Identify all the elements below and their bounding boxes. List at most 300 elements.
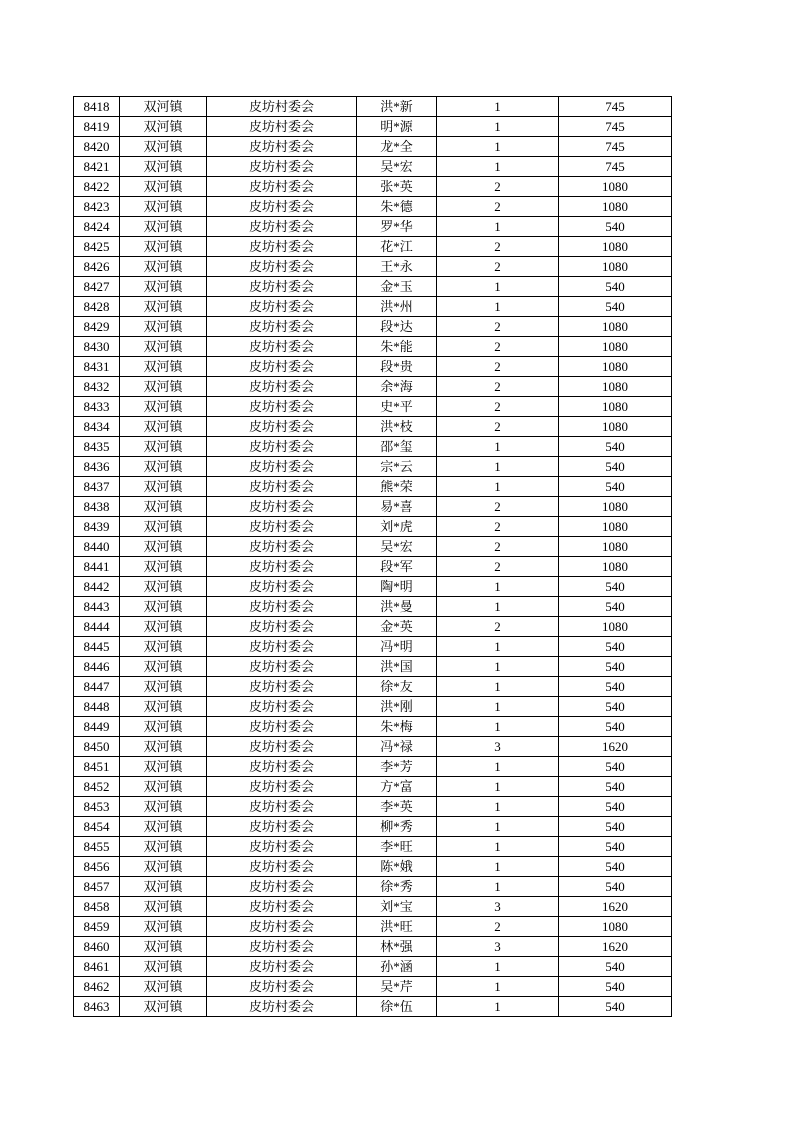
- village-cell: 皮坊村委会: [207, 197, 357, 217]
- town-cell: 双河镇: [120, 757, 207, 777]
- town-cell: 双河镇: [120, 357, 207, 377]
- table-row: [74, 837, 672, 857]
- table-row: [74, 117, 672, 137]
- table-row: [74, 557, 672, 577]
- name-cell: 洪*新: [357, 97, 437, 117]
- row-id-cell: 8427: [74, 277, 120, 297]
- amount-cell: 540: [559, 697, 672, 717]
- count-cell: 1: [437, 797, 559, 817]
- name-cell: 洪*国: [357, 657, 437, 677]
- amount-cell: 1080: [559, 177, 672, 197]
- row-id-cell: 8454: [74, 817, 120, 837]
- row-id-cell: 8429: [74, 317, 120, 337]
- amount-cell: 1080: [559, 237, 672, 257]
- table-row: [74, 97, 672, 117]
- row-id-cell: 8452: [74, 777, 120, 797]
- row-id-cell: 8447: [74, 677, 120, 697]
- village-cell: 皮坊村委会: [207, 477, 357, 497]
- amount-cell: 1620: [559, 737, 672, 757]
- table-row: [74, 977, 672, 997]
- count-cell: 1: [437, 777, 559, 797]
- name-cell: 徐*伍: [357, 997, 437, 1017]
- village-cell: 皮坊村委会: [207, 757, 357, 777]
- town-cell: 双河镇: [120, 537, 207, 557]
- count-cell: 1: [437, 757, 559, 777]
- row-id-cell: 8438: [74, 497, 120, 517]
- name-cell: 林*强: [357, 937, 437, 957]
- town-cell: 双河镇: [120, 417, 207, 437]
- village-cell: 皮坊村委会: [207, 277, 357, 297]
- count-cell: 2: [437, 177, 559, 197]
- amount-cell: 745: [559, 97, 672, 117]
- village-cell: 皮坊村委会: [207, 237, 357, 257]
- amount-cell: 540: [559, 597, 672, 617]
- village-cell: 皮坊村委会: [207, 917, 357, 937]
- town-cell: 双河镇: [120, 697, 207, 717]
- row-id-cell: 8418: [74, 97, 120, 117]
- name-cell: 洪*枝: [357, 417, 437, 437]
- name-cell: 洪*刚: [357, 697, 437, 717]
- row-id-cell: 8437: [74, 477, 120, 497]
- count-cell: 2: [437, 377, 559, 397]
- count-cell: 1: [437, 297, 559, 317]
- amount-cell: 1080: [559, 197, 672, 217]
- village-cell: 皮坊村委会: [207, 637, 357, 657]
- amount-cell: 540: [559, 437, 672, 457]
- amount-cell: 540: [559, 717, 672, 737]
- amount-cell: 745: [559, 137, 672, 157]
- village-cell: 皮坊村委会: [207, 177, 357, 197]
- name-cell: 李*芳: [357, 757, 437, 777]
- amount-cell: 540: [559, 877, 672, 897]
- village-cell: 皮坊村委会: [207, 557, 357, 577]
- table-row: [74, 777, 672, 797]
- village-cell: 皮坊村委会: [207, 497, 357, 517]
- row-id-cell: 8459: [74, 917, 120, 937]
- name-cell: 冯*明: [357, 637, 437, 657]
- row-id-cell: 8439: [74, 517, 120, 537]
- amount-cell: 540: [559, 677, 672, 697]
- row-id-cell: 8460: [74, 937, 120, 957]
- town-cell: 双河镇: [120, 97, 207, 117]
- amount-cell: 1080: [559, 497, 672, 517]
- village-cell: 皮坊村委会: [207, 737, 357, 757]
- village-cell: 皮坊村委会: [207, 697, 357, 717]
- table-row: [74, 217, 672, 237]
- amount-cell: 540: [559, 637, 672, 657]
- count-cell: 2: [437, 197, 559, 217]
- row-id-cell: 8422: [74, 177, 120, 197]
- town-cell: 双河镇: [120, 517, 207, 537]
- row-id-cell: 8453: [74, 797, 120, 817]
- amount-cell: 540: [559, 577, 672, 597]
- count-cell: 1: [437, 637, 559, 657]
- row-id-cell: 8446: [74, 657, 120, 677]
- count-cell: 2: [437, 537, 559, 557]
- row-id-cell: 8444: [74, 617, 120, 637]
- table-row: [74, 317, 672, 337]
- town-cell: 双河镇: [120, 257, 207, 277]
- village-cell: 皮坊村委会: [207, 817, 357, 837]
- name-cell: 刘*虎: [357, 517, 437, 537]
- town-cell: 双河镇: [120, 597, 207, 617]
- amount-cell: 540: [559, 977, 672, 997]
- table-row: [74, 237, 672, 257]
- town-cell: 双河镇: [120, 377, 207, 397]
- name-cell: 冯*禄: [357, 737, 437, 757]
- count-cell: 1: [437, 137, 559, 157]
- town-cell: 双河镇: [120, 777, 207, 797]
- town-cell: 双河镇: [120, 977, 207, 997]
- town-cell: 双河镇: [120, 477, 207, 497]
- name-cell: 段*军: [357, 557, 437, 577]
- count-cell: 1: [437, 97, 559, 117]
- row-id-cell: 8456: [74, 857, 120, 877]
- count-cell: 1: [437, 857, 559, 877]
- table-row: [74, 797, 672, 817]
- count-cell: 1: [437, 817, 559, 837]
- data-table: [73, 96, 672, 1017]
- count-cell: 2: [437, 257, 559, 277]
- name-cell: 罗*华: [357, 217, 437, 237]
- village-cell: 皮坊村委会: [207, 857, 357, 877]
- table-row: [74, 477, 672, 497]
- name-cell: 花*江: [357, 237, 437, 257]
- amount-cell: 1080: [559, 377, 672, 397]
- name-cell: 柳*秀: [357, 817, 437, 837]
- village-cell: 皮坊村委会: [207, 457, 357, 477]
- count-cell: 1: [437, 477, 559, 497]
- count-cell: 3: [437, 737, 559, 757]
- amount-cell: 1080: [559, 617, 672, 637]
- village-cell: 皮坊村委会: [207, 297, 357, 317]
- town-cell: 双河镇: [120, 177, 207, 197]
- village-cell: 皮坊村委会: [207, 517, 357, 537]
- amount-cell: 540: [559, 757, 672, 777]
- town-cell: 双河镇: [120, 677, 207, 697]
- town-cell: 双河镇: [120, 817, 207, 837]
- name-cell: 方*富: [357, 777, 437, 797]
- amount-cell: 1080: [559, 397, 672, 417]
- table-row: [74, 137, 672, 157]
- village-cell: 皮坊村委会: [207, 377, 357, 397]
- name-cell: 邵*玺: [357, 437, 437, 457]
- name-cell: 洪*曼: [357, 597, 437, 617]
- town-cell: 双河镇: [120, 397, 207, 417]
- village-cell: 皮坊村委会: [207, 977, 357, 997]
- table-row: [74, 997, 672, 1017]
- town-cell: 双河镇: [120, 237, 207, 257]
- town-cell: 双河镇: [120, 797, 207, 817]
- town-cell: 双河镇: [120, 277, 207, 297]
- table-row: [74, 817, 672, 837]
- village-cell: 皮坊村委会: [207, 897, 357, 917]
- amount-cell: 540: [559, 477, 672, 497]
- name-cell: 易*喜: [357, 497, 437, 517]
- name-cell: 陈*娥: [357, 857, 437, 877]
- count-cell: 1: [437, 717, 559, 737]
- amount-cell: 1080: [559, 357, 672, 377]
- town-cell: 双河镇: [120, 937, 207, 957]
- count-cell: 1: [437, 677, 559, 697]
- town-cell: 双河镇: [120, 157, 207, 177]
- name-cell: 朱*德: [357, 197, 437, 217]
- town-cell: 双河镇: [120, 217, 207, 237]
- village-cell: 皮坊村委会: [207, 257, 357, 277]
- row-id-cell: 8442: [74, 577, 120, 597]
- row-id-cell: 8449: [74, 717, 120, 737]
- town-cell: 双河镇: [120, 717, 207, 737]
- amount-cell: 1620: [559, 937, 672, 957]
- table-row: [74, 917, 672, 937]
- row-id-cell: 8435: [74, 437, 120, 457]
- village-cell: 皮坊村委会: [207, 97, 357, 117]
- table-row: [74, 677, 672, 697]
- table-row: [74, 617, 672, 637]
- table-row: [74, 177, 672, 197]
- row-id-cell: 8420: [74, 137, 120, 157]
- row-id-cell: 8433: [74, 397, 120, 417]
- count-cell: 1: [437, 997, 559, 1017]
- row-id-cell: 8443: [74, 597, 120, 617]
- town-cell: 双河镇: [120, 637, 207, 657]
- row-id-cell: 8430: [74, 337, 120, 357]
- table-row: [74, 357, 672, 377]
- amount-cell: 540: [559, 997, 672, 1017]
- count-cell: 1: [437, 217, 559, 237]
- row-id-cell: 8436: [74, 457, 120, 477]
- name-cell: 朱*能: [357, 337, 437, 357]
- row-id-cell: 8455: [74, 837, 120, 857]
- town-cell: 双河镇: [120, 857, 207, 877]
- village-cell: 皮坊村委会: [207, 597, 357, 617]
- row-id-cell: 8425: [74, 237, 120, 257]
- town-cell: 双河镇: [120, 917, 207, 937]
- table-row: [74, 157, 672, 177]
- table-row: [74, 417, 672, 437]
- village-cell: 皮坊村委会: [207, 837, 357, 857]
- amount-cell: 540: [559, 217, 672, 237]
- town-cell: 双河镇: [120, 997, 207, 1017]
- table-row: [74, 257, 672, 277]
- table-row: [74, 957, 672, 977]
- table-row: [74, 737, 672, 757]
- count-cell: 2: [437, 337, 559, 357]
- row-id-cell: 8463: [74, 997, 120, 1017]
- row-id-cell: 8440: [74, 537, 120, 557]
- row-id-cell: 8428: [74, 297, 120, 317]
- table-row: [74, 897, 672, 917]
- row-id-cell: 8462: [74, 977, 120, 997]
- amount-cell: 1080: [559, 317, 672, 337]
- count-cell: 2: [437, 397, 559, 417]
- town-cell: 双河镇: [120, 837, 207, 857]
- amount-cell: 1080: [559, 557, 672, 577]
- count-cell: 1: [437, 277, 559, 297]
- row-id-cell: 8431: [74, 357, 120, 377]
- amount-cell: 1080: [559, 917, 672, 937]
- amount-cell: 540: [559, 857, 672, 877]
- amount-cell: 540: [559, 457, 672, 477]
- name-cell: 段*达: [357, 317, 437, 337]
- amount-cell: 1080: [559, 257, 672, 277]
- name-cell: 张*英: [357, 177, 437, 197]
- name-cell: 金*玉: [357, 277, 437, 297]
- name-cell: 吴*芹: [357, 977, 437, 997]
- town-cell: 双河镇: [120, 297, 207, 317]
- table-row: [74, 877, 672, 897]
- amount-cell: 540: [559, 957, 672, 977]
- table-row: [74, 637, 672, 657]
- village-cell: 皮坊村委会: [207, 657, 357, 677]
- amount-cell: 540: [559, 797, 672, 817]
- village-cell: 皮坊村委会: [207, 797, 357, 817]
- count-cell: 1: [437, 977, 559, 997]
- village-cell: 皮坊村委会: [207, 117, 357, 137]
- table-body: [74, 97, 672, 1017]
- table-row: [74, 277, 672, 297]
- row-id-cell: 8421: [74, 157, 120, 177]
- row-id-cell: 8450: [74, 737, 120, 757]
- village-cell: 皮坊村委会: [207, 317, 357, 337]
- count-cell: 2: [437, 357, 559, 377]
- count-cell: 2: [437, 317, 559, 337]
- village-cell: 皮坊村委会: [207, 997, 357, 1017]
- amount-cell: 1080: [559, 337, 672, 357]
- village-cell: 皮坊村委会: [207, 437, 357, 457]
- row-id-cell: 8448: [74, 697, 120, 717]
- table-row: [74, 197, 672, 217]
- count-cell: 1: [437, 157, 559, 177]
- town-cell: 双河镇: [120, 577, 207, 597]
- row-id-cell: 8458: [74, 897, 120, 917]
- row-id-cell: 8451: [74, 757, 120, 777]
- town-cell: 双河镇: [120, 617, 207, 637]
- name-cell: 龙*全: [357, 137, 437, 157]
- town-cell: 双河镇: [120, 117, 207, 137]
- village-cell: 皮坊村委会: [207, 137, 357, 157]
- name-cell: 朱*梅: [357, 717, 437, 737]
- table-row: [74, 337, 672, 357]
- table-row: [74, 697, 672, 717]
- village-cell: 皮坊村委会: [207, 337, 357, 357]
- count-cell: 2: [437, 617, 559, 637]
- count-cell: 3: [437, 897, 559, 917]
- amount-cell: 540: [559, 277, 672, 297]
- table-row: [74, 537, 672, 557]
- village-cell: 皮坊村委会: [207, 957, 357, 977]
- town-cell: 双河镇: [120, 557, 207, 577]
- name-cell: 吴*宏: [357, 157, 437, 177]
- table-row: [74, 497, 672, 517]
- town-cell: 双河镇: [120, 957, 207, 977]
- table-row: [74, 517, 672, 537]
- town-cell: 双河镇: [120, 657, 207, 677]
- village-cell: 皮坊村委会: [207, 417, 357, 437]
- table-row: [74, 657, 672, 677]
- count-cell: 2: [437, 917, 559, 937]
- village-cell: 皮坊村委会: [207, 617, 357, 637]
- name-cell: 陶*明: [357, 577, 437, 597]
- name-cell: 史*平: [357, 397, 437, 417]
- count-cell: 1: [437, 597, 559, 617]
- table-row: [74, 377, 672, 397]
- row-id-cell: 8457: [74, 877, 120, 897]
- amount-cell: 1620: [559, 897, 672, 917]
- village-cell: 皮坊村委会: [207, 777, 357, 797]
- table-row: [74, 857, 672, 877]
- name-cell: 吴*宏: [357, 537, 437, 557]
- name-cell: 金*英: [357, 617, 437, 637]
- table-row: [74, 597, 672, 617]
- name-cell: 余*海: [357, 377, 437, 397]
- amount-cell: 540: [559, 817, 672, 837]
- village-cell: 皮坊村委会: [207, 157, 357, 177]
- name-cell: 洪*旺: [357, 917, 437, 937]
- village-cell: 皮坊村委会: [207, 357, 357, 377]
- village-cell: 皮坊村委会: [207, 717, 357, 737]
- village-cell: 皮坊村委会: [207, 937, 357, 957]
- name-cell: 李*英: [357, 797, 437, 817]
- row-id-cell: 8434: [74, 417, 120, 437]
- count-cell: 1: [437, 697, 559, 717]
- name-cell: 洪*州: [357, 297, 437, 317]
- amount-cell: 1080: [559, 417, 672, 437]
- town-cell: 双河镇: [120, 457, 207, 477]
- town-cell: 双河镇: [120, 737, 207, 757]
- count-cell: 2: [437, 237, 559, 257]
- count-cell: 3: [437, 937, 559, 957]
- count-cell: 2: [437, 497, 559, 517]
- count-cell: 1: [437, 577, 559, 597]
- count-cell: 1: [437, 117, 559, 137]
- amount-cell: 745: [559, 157, 672, 177]
- table-row: [74, 717, 672, 737]
- name-cell: 徐*秀: [357, 877, 437, 897]
- town-cell: 双河镇: [120, 877, 207, 897]
- count-cell: 2: [437, 417, 559, 437]
- name-cell: 刘*宝: [357, 897, 437, 917]
- name-cell: 段*贵: [357, 357, 437, 377]
- table-row: [74, 577, 672, 597]
- row-id-cell: 8432: [74, 377, 120, 397]
- row-id-cell: 8441: [74, 557, 120, 577]
- count-cell: 1: [437, 877, 559, 897]
- count-cell: 1: [437, 957, 559, 977]
- village-cell: 皮坊村委会: [207, 677, 357, 697]
- table-row: [74, 437, 672, 457]
- name-cell: 王*永: [357, 257, 437, 277]
- amount-cell: 1080: [559, 517, 672, 537]
- table-row: [74, 757, 672, 777]
- table-row: [74, 937, 672, 957]
- count-cell: 1: [437, 837, 559, 857]
- row-id-cell: 8461: [74, 957, 120, 977]
- village-cell: 皮坊村委会: [207, 397, 357, 417]
- name-cell: 孙*涵: [357, 957, 437, 977]
- count-cell: 1: [437, 457, 559, 477]
- town-cell: 双河镇: [120, 497, 207, 517]
- amount-cell: 540: [559, 657, 672, 677]
- village-cell: 皮坊村委会: [207, 217, 357, 237]
- table-row: [74, 397, 672, 417]
- row-id-cell: 8426: [74, 257, 120, 277]
- town-cell: 双河镇: [120, 437, 207, 457]
- town-cell: 双河镇: [120, 337, 207, 357]
- amount-cell: 745: [559, 117, 672, 137]
- name-cell: 明*源: [357, 117, 437, 137]
- row-id-cell: 8419: [74, 117, 120, 137]
